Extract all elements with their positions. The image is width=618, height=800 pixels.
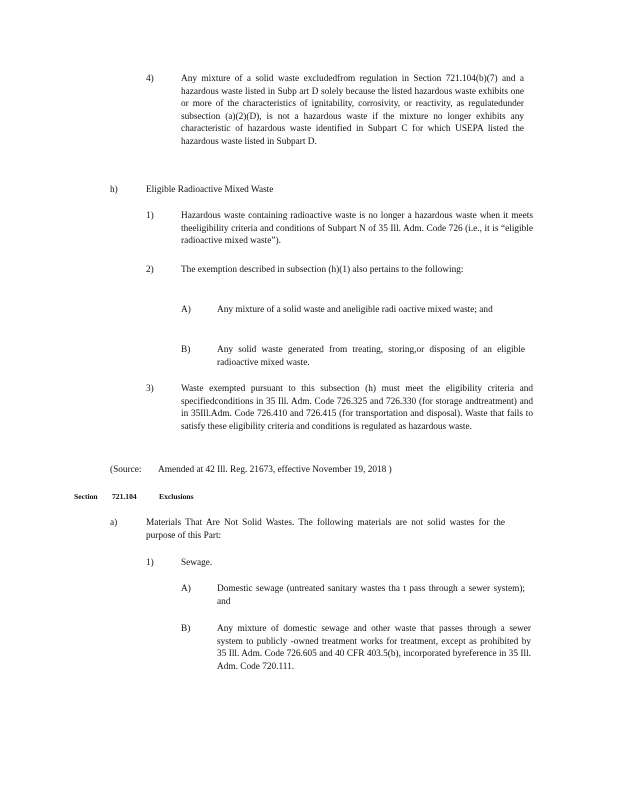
item-h1-text: Hazardous waste containing radioactive waste is no longer a hazardous waste when it meets theeligibility criteria and conditions of Subpart N of 35 Ill. Adm. Code 726 (i.e., it is “eligible radioactive mixed waste”). (181, 211, 533, 247)
section-title: Exclusions (159, 492, 194, 501)
item-h3-label: 3) (146, 384, 154, 394)
item-a-text: Materials That Are Not Solid Wastes. The following materials are not solid wastes for the purpose of this Part: (146, 518, 505, 541)
item-h2b-label: B) (181, 345, 191, 355)
item-a1b-text: Any mixture of domestic sewage and other waste that passes through a sewer system to publicly -owned treatment works for treatment, except as prohibited by 35 Ill. Adm. Code 726.605 and 40 CFR 403.5(b), incorporated byreference in 35 Ill. Adm. Code 720.111. (217, 624, 531, 672)
item-h-label: h) (110, 185, 118, 195)
item-a-label: a) (110, 518, 118, 528)
item-h2a-label: A) (181, 305, 191, 315)
item-h2-text: The exemption described in subsection (h)(1) also pertains to the following: (181, 265, 464, 275)
source-text: Amended at 42 Ill. Reg. 21673, effective November 19, 2018 ) (158, 465, 392, 475)
section-label: Section (74, 492, 98, 501)
item-a1-text: Sewage. (181, 558, 213, 568)
item-a1a-label: A) (181, 584, 191, 594)
item-h3-text: Waste exempted pursuant to this subsection (h) must meet the eligibility criteria and specifiedconditions in 35 Ill. Adm. Code 726.325 and 726.330 (for storage andtreatment) and in 35Ill.Adm. Code 726.410 and 726.415 (for transportation and disposal). Waste that fails to satisfy these eligibility criteria and conditions is regulated as hazardous waste. (181, 384, 533, 432)
item-4-label: 4) (146, 74, 154, 84)
item-h2a-text: Any mixture of a solid waste and aneligible radi oactive mixed waste; and (217, 305, 493, 315)
item-h2-label: 2) (146, 265, 154, 275)
item-h-heading: Eligible Radioactive Mixed Waste (146, 185, 274, 195)
item-h2b-text: Any solid waste generated from treating, storing,or disposing of an eligible radioactive mixed waste. (217, 345, 525, 368)
item-h1-label: 1) (146, 211, 154, 221)
item-a1-label: 1) (146, 558, 154, 568)
section-number: 721.104 (112, 492, 137, 501)
item-a1a-text: Domestic sewage (untreated sanitary wastes tha t pass through a sewer system); and (217, 584, 525, 607)
item-a1b-label: B) (181, 624, 191, 634)
source-label: (Source: (110, 465, 142, 475)
item-4-text: Any mixture of a solid waste excludedfrom regulation in Section 721.104(b)(7) and a hazardous waste listed in Subp art D solely because the listed hazardous waste exhibits one or more of the characteristics of ignitability, corrosivity, or reactivity, as regulatedunder subsection (a)(2)(D), is not a hazardous waste if the mixture no longer exhibits any characteristic of hazardous waste identified in Subpart C for which USEPA listed the hazardous waste listed in Subpart D. (181, 74, 524, 147)
